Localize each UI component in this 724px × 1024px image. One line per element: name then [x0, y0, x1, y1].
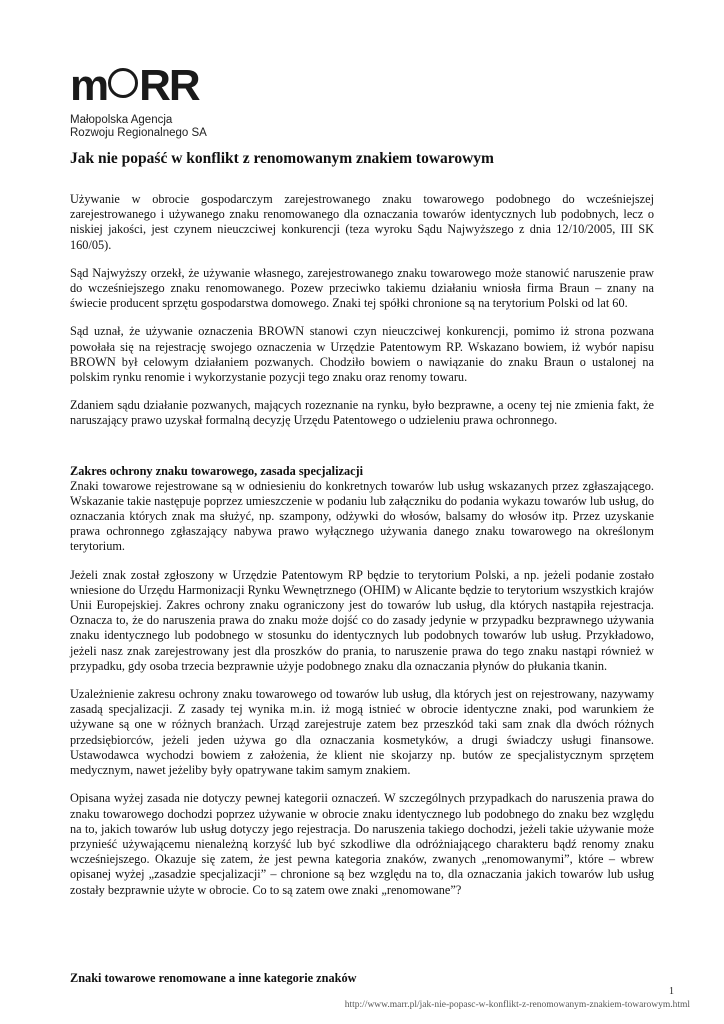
intro-paragraph-3: Sąd uznał, że używanie oznaczenia BROWN stanowi czyn nieuczciwej konkurencji, pomimo iż strona pozwana powołała się na rejestrację swojego oznaczenia w Urzędzie Patentowym RP. Wskazano bowiem, iż wybór napisu BROWN był celowym działaniem pozwanych. Chodziło bowiem o nawiązanie do znaku Braun o ustalonej na polskim rynku renomie i wykorzystanie pozycji tego znaku oraz renomy towaru. — [70, 324, 654, 385]
logo-subtitle-line1: Małopolska Agencja — [70, 114, 173, 126]
intro-paragraph-2: Sąd Najwyższy orzekł, że używanie własnego, zarejestrowanego znaku towarowego może stanowić naruszenie praw do wcześniejszego znaku renomowanego. Pozew przeciwko takiemu działaniu wniosła firma Braun – znany na świecie producent sprzętu gospodarstwa domowego. Znaki tej spółki chronione są na terytorium Polski od lat 60. — [70, 265, 654, 311]
article-title: Jak nie popaść w konflikt z renomowanym znakiem towarowym — [70, 150, 494, 167]
logo-a-circle-icon — [108, 68, 138, 98]
section-heading-renowned: Znaki towarowe renomowane a inne kategorie znaków — [70, 970, 357, 985]
logo-letters-rr: RR — [139, 61, 199, 110]
spacer — [70, 442, 654, 464]
section1-paragraph-1: Znaki towarowe rejestrowane są w odniesieniu do konkretnych towarów lub usług wskazanych przez zgłaszającego. Wskazanie takie następuje poprzez umieszczenie w podaniu lub załączniku do podania wykazu towarów lub usług, do oznaczania których znak ma służyć, np. szampony, odżywki do włosów, balsamy do włosów itp. Przez uzyskanie prawa ochronnego zgłaszający nabywa prawo wyłącznego używania danego znaku towarowego na określonym terytorium. — [70, 478, 654, 554]
page-number: 1 — [669, 986, 674, 997]
intro-paragraph-4: Zdaniem sądu działanie pozwanych, mających rozeznanie na rynku, było bezprawne, a oceny tej nie zmienia fakt, że naruszający prawo uzyskał formalną decyzję Urzędu Patentowego o udzieleniu prawa ochronnego. — [70, 398, 654, 428]
spacer — [70, 911, 654, 971]
marr-logo — [70, 61, 210, 140]
logo-letter-m: m — [70, 61, 108, 110]
section1-paragraph-2: Jeżeli znak został zgłoszony w Urzędzie Patentowym RP będzie to terytorium Polski, a np. jeżeli podanie zostało wniesione do Urzędu Harmonizacji Rynku Wewnętrznego (OHIM) w Alicante będzie to terytorium wszystkich krajów Unii Europejskiej. Zakres ochrony znaku ograniczony jest do towarów lub usług, dla których nastąpiła rejestracja. Oznacza to, że do naruszenia prawa do znaku może dojść co do zasady jedynie w przypadku bezprawnego używania znaku identycznego lub podobnego w stosunku do identycznych lub podobnych towarów lub usług. Przykładowo, jeżeli nasz znak zarejestrowany jest dla proszków do prania, to naruszenie prawa do tego znaku nastąpi również w przypadku, gdy osoba trzecia bezprawnie użyje podobnego znaku dla oznaczania płynów do płukania tkanin. — [70, 567, 654, 673]
article-body — [70, 192, 654, 986]
logo-wordmark — [70, 61, 210, 110]
section1-paragraph-3: Uzależnienie zakresu ochrony znaku towarowego od towarów lub usług, dla których jest on rejestrowany, nazywamy zasadą specjalizacji. Z zasady tej wynika m.in. iż mogą istnieć w obrocie identyczne znaki, pod warunkiem że używane są one w różnych branżach. Urząd zarejestruje zatem bez przeszkód taki sam znak dla dwóch różnych przedsiębiorców, jeżeli jeden używa go dla oznaczania kosmetyków, a drugi świadczy usługi finansowe. Ustawodawca wychodzi bowiem z założenia, że klient nie skojarzy np. butów ze specjalistycznym sprzętem medycznym, nawet jeżeliby były opatrywane takim samym znakiem. — [70, 687, 654, 778]
logo-subtitle-line2: Rozwoju Regionalnego SA — [70, 127, 207, 139]
section1-paragraph-4: Opisana wyżej zasada nie dotyczy pewnej kategorii oznaczeń. W szczególnych przypadkach do naruszenia prawa do znaku towarowego dochodzi poprzez używanie w obrocie znaku identycznego lub podobnego do znaku bez względu na to, jakich towarów lub usług dotyczy jego rejestracja. Do naruszenia takiego dochodzi, jeżeli takie używanie może przynieść używającemu nienależną korzyść lub być szkodliwe dla odróżniającego charakteru bądź renomy znaku wcześniejszego. Okazuje się zatem, że jest pewna kategoria znaków, zwanych „renomowanymi”, które – wbrew opisanej wyżej „zasadzie specjalizacji” – chronione są bez względu na to, dla oznaczania jakich towarów lub usług zostały bezprawnie użyte w obrocie. Co to są zatem owe znaki „renomowane”? — [70, 791, 654, 897]
intro-paragraph-1: Używanie w obrocie gospodarczym zarejestrowanego znaku towarowego podobnego do wcześniejszej zarejestrowanego i używanego znaku renomowanego dla oznaczania towarów identycznych lub podobnych, lecz o niskiej jakości, jest czynem nieuczciwej konkurencji (teza wyroku Sądu Najwyższego z dnia 12/10/2005, III SK 160/05). — [70, 192, 654, 252]
source-url-link[interactable]: http://www.marr.pl/jak-nie-popasc-w-konflikt-z-renomowanym-znakiem-towarowym.html — [344, 1000, 690, 1010]
logo-subtitle — [70, 114, 210, 140]
section-heading-scope: Zakres ochrony znaku towarowego, zasada specjalizacji — [70, 463, 364, 478]
